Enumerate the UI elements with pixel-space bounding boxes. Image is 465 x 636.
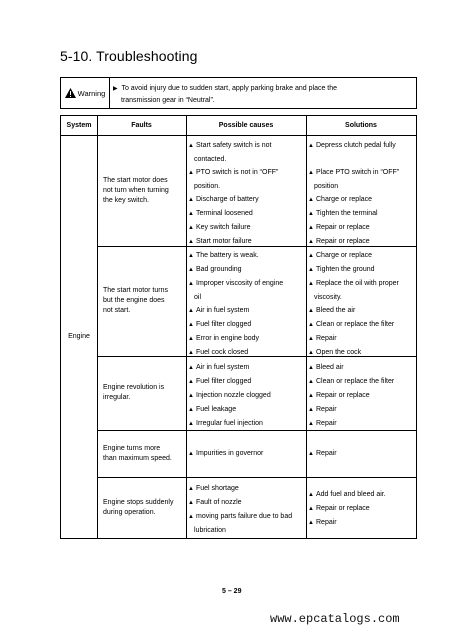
possible-cause-text: Discharge of battery [196, 195, 259, 203]
bullet-triangle-icon: ▲ [188, 364, 194, 371]
possible-cause-line [188, 291, 306, 304]
possible-cause-line [188, 524, 306, 537]
row-divider [97, 246, 416, 247]
possible-cause [188, 249, 306, 360]
page-title: 5-10. Troubleshooting [60, 48, 198, 64]
solution-text: Depress clutch pedal fully [316, 141, 396, 149]
page-number: 5 – 29 [222, 588, 242, 595]
possible-cause-text: Irregular fuel injection [196, 419, 263, 427]
bullet-triangle-icon: ▲ [188, 238, 194, 245]
solution-text: Clean or replace the filter [316, 377, 395, 385]
bullet-triangle-icon: ▲ [188, 392, 194, 399]
bullet-triangle-icon: ▲ [308, 224, 314, 231]
bullet-triangle-icon: ▲ [188, 142, 194, 149]
solution-line [308, 166, 415, 180]
solution-line [308, 488, 415, 502]
fault-description [103, 286, 183, 316]
solution-text: Add fuel and bleed air. [316, 491, 386, 498]
bullet-triangle-icon: ▲ [308, 253, 314, 259]
solution-line [308, 516, 415, 530]
possible-cause-line [188, 153, 306, 166]
possible-cause [188, 361, 306, 431]
fault-description [103, 444, 183, 464]
possible-cause-text: oil [194, 294, 202, 301]
possible-cause-text: Impurities in governor [196, 450, 264, 457]
possible-cause [188, 447, 306, 461]
possible-cause-line [188, 361, 306, 375]
warning-box [60, 77, 417, 109]
possible-cause-line [188, 403, 306, 417]
warning-triangle-icon [65, 88, 76, 98]
bullet-triangle-icon: ▲ [188, 513, 194, 520]
bullet-triangle-icon: ▲ [308, 142, 314, 149]
bullet-triangle-icon: ▲ [188, 336, 194, 342]
solution-line [308, 318, 415, 332]
possible-cause-text: moving parts failure due to bad [196, 512, 293, 520]
possible-cause-line [188, 318, 306, 332]
bullet-triangle-icon: ▲ [188, 378, 194, 385]
possible-cause-text: The battery is weak. [196, 252, 259, 259]
solution-text: Repair [316, 419, 337, 427]
warning-label-cell [61, 78, 110, 108]
fault-line: not turn when turning [103, 186, 169, 194]
fault-line: irregular. [103, 394, 131, 401]
bullet-triangle-icon: ▲ [308, 520, 314, 526]
solution-text: Repair or replace [316, 223, 370, 231]
solution-text: Repair or replace [316, 505, 370, 512]
solution-text: Charge or replace [316, 195, 373, 203]
row-divider [97, 477, 416, 478]
possible-cause-line [188, 207, 306, 221]
solution-text: Charge or replace [316, 252, 373, 259]
solution-text: Repair or replace [316, 237, 370, 245]
bullet-triangle-icon: ▲ [188, 485, 194, 492]
bullet-triangle-icon: ▲ [188, 224, 194, 231]
bullet-triangle-icon: ▲ [308, 281, 314, 287]
bullet-triangle-icon: ▲ [188, 267, 194, 273]
possible-cause-line [188, 249, 306, 263]
column-divider [97, 116, 98, 538]
solution-text: Clean or replace the filter [316, 321, 395, 328]
solution-text: Bleed air [316, 363, 344, 371]
bullet-triangle-icon: ▲ [308, 492, 314, 498]
possible-cause-line [188, 304, 306, 318]
solution-line [308, 263, 415, 277]
arrow-right-icon: ▶ [113, 86, 118, 92]
fault-line: the key switch. [103, 196, 149, 204]
bullet-triangle-icon: ▲ [188, 308, 194, 314]
possible-cause-text: Air in fuel system [196, 363, 250, 371]
possible-cause-text: Fuel cock closed [196, 349, 249, 356]
system-engine: Engine [68, 333, 90, 340]
fault-line: not start. [103, 307, 131, 314]
solution-text: Repair [316, 335, 337, 342]
row-divider [97, 356, 416, 357]
solution-line [308, 304, 415, 318]
bullet-triangle-icon: ▲ [308, 364, 314, 371]
bullet-triangle-icon: ▲ [308, 406, 314, 413]
bullet-triangle-icon: ▲ [308, 267, 314, 273]
solution-line [308, 291, 415, 304]
bullet-triangle-icon: ▲ [308, 169, 314, 176]
possible-cause-line [188, 139, 306, 153]
warning-line-2: transmission gear in “Neutral”. [121, 97, 215, 104]
possible-cause-text: Fuel filter clogged [196, 377, 252, 385]
solution-line [308, 277, 415, 291]
bullet-triangle-icon: ▲ [188, 406, 194, 413]
solution-text: Bleed the air [316, 307, 356, 314]
fault-line: Engine stops suddenly [103, 498, 174, 506]
fault-line: Engine revolution is [103, 384, 165, 391]
bullet-triangle-icon: ▲ [308, 350, 314, 356]
solution-text: Tighten the terminal [316, 209, 378, 217]
solution-line [308, 389, 415, 403]
solution-line [308, 139, 415, 153]
warning-line-1: To avoid injury due to sudden start, apply parking brake and place the [121, 85, 338, 92]
possible-cause-line [188, 447, 306, 461]
possible-cause-line [188, 375, 306, 389]
solution-text: Replace the oil with proper [316, 280, 399, 287]
solution-text: Repair [316, 450, 337, 457]
column-divider [306, 116, 307, 538]
bullet-triangle-icon: ▲ [308, 322, 314, 328]
solution-line [308, 193, 415, 207]
fault-line: Engine turns more [103, 444, 161, 452]
solution [308, 447, 415, 461]
solution [308, 249, 415, 360]
possible-cause-text: Fuel filter clogged [196, 321, 252, 328]
possible-cause-text: Improper viscosity of engine [196, 280, 284, 287]
warning-text [113, 83, 412, 106]
solution-line [308, 221, 415, 235]
fault-line: but the engine does [103, 297, 165, 304]
bullet-triangle-icon: ▲ [308, 196, 314, 203]
bullet-triangle-icon: ▲ [188, 253, 194, 259]
solution-line [308, 502, 415, 516]
bullet-triangle-icon: ▲ [308, 392, 314, 399]
solution-text: position [314, 182, 339, 190]
possible-cause-text: position. [194, 182, 221, 190]
solution-line [308, 207, 415, 221]
possible-cause-text: Error in engine body [196, 335, 260, 342]
bullet-triangle-icon: ▲ [188, 210, 194, 217]
bullet-triangle-icon: ▲ [188, 499, 194, 506]
possible-cause-line [188, 482, 306, 496]
fault-description [103, 498, 183, 518]
possible-cause-text: Bad grounding [196, 266, 242, 273]
fault-line: than maximum speed. [103, 454, 172, 462]
possible-cause [188, 139, 306, 249]
possible-cause-line [188, 193, 306, 207]
header-system: System [66, 122, 92, 129]
bullet-triangle-icon: ▲ [308, 378, 314, 385]
possible-cause-line [188, 417, 306, 431]
possible-cause-text: Key switch failure [196, 223, 251, 231]
header-solutions: Solutions [345, 122, 377, 129]
row-divider [97, 430, 416, 431]
solution-line [308, 346, 415, 360]
solution-text: Repair or replace [316, 391, 370, 399]
troubleshooting-table [60, 115, 417, 539]
bullet-triangle-icon: ▲ [308, 210, 314, 217]
bullet-triangle-icon: ▲ [308, 238, 314, 245]
possible-cause-line [188, 277, 306, 291]
possible-cause-line [188, 263, 306, 277]
bullet-triangle-icon: ▲ [188, 420, 194, 427]
possible-cause-text: Fault of nozzle [196, 498, 242, 506]
possible-cause-text: PTO switch is not in “OFF” [196, 168, 279, 176]
possible-cause-text: Air in fuel system [196, 307, 250, 314]
bullet-triangle-icon: ▲ [308, 451, 314, 457]
solution-text: Place PTO switch in “OFF” [316, 168, 400, 176]
possible-cause-line [188, 166, 306, 180]
solution-line [308, 332, 415, 346]
bullet-triangle-icon: ▲ [308, 336, 314, 342]
warning-label: Warning [77, 88, 106, 98]
solution-text: viscosity. [314, 294, 342, 301]
fault-description [103, 383, 183, 403]
solution-line [308, 447, 415, 461]
fault-line: The start motor turns [103, 287, 168, 294]
fault-description [103, 176, 183, 206]
header-faults: Faults [131, 122, 152, 129]
bullet-triangle-icon: ▲ [308, 308, 314, 314]
header-causes: Possible causes [218, 122, 274, 129]
possible-cause-line [188, 221, 306, 235]
possible-cause-text: contacted. [194, 155, 227, 163]
possible-cause-line [188, 389, 306, 403]
watermark: www.epcatalogs.com [270, 612, 400, 626]
possible-cause-line [188, 510, 306, 524]
bullet-triangle-icon: ▲ [188, 169, 194, 176]
solution-line [308, 180, 415, 193]
possible-cause-text: Fuel shortage [196, 484, 239, 492]
bullet-triangle-icon: ▲ [188, 350, 194, 356]
header-divider [61, 135, 416, 136]
solution-line [308, 417, 415, 431]
possible-cause-text: Terminal loosened [196, 209, 253, 217]
possible-cause-text: Fuel leakage [196, 405, 237, 413]
possible-cause-text: Start safety switch is not [196, 141, 272, 149]
solution-line [308, 375, 415, 389]
bullet-triangle-icon: ▲ [188, 322, 194, 328]
possible-cause-line [188, 332, 306, 346]
bullet-triangle-icon: ▲ [188, 281, 194, 287]
solution [308, 139, 415, 249]
possible-cause-text: Start motor failure [196, 237, 252, 245]
possible-cause-line [188, 346, 306, 360]
fault-line: during operation. [103, 508, 156, 516]
solution-line [308, 153, 415, 166]
bullet-triangle-icon: ▲ [188, 196, 194, 203]
possible-cause-line [188, 496, 306, 510]
solution-text: Tighten the ground [316, 266, 375, 273]
bullet-triangle-icon: ▲ [188, 451, 194, 457]
column-divider [186, 116, 187, 538]
fault-line: The start motor does [103, 176, 168, 184]
bullet-triangle-icon: ▲ [308, 506, 314, 512]
solution [308, 488, 415, 530]
possible-cause-text: Injection nozzle clogged [196, 391, 271, 399]
possible-cause [188, 482, 306, 537]
solution [308, 361, 415, 431]
solution-text: Open the cock [316, 349, 362, 356]
possible-cause-line [188, 180, 306, 193]
solution-line [308, 249, 415, 263]
solution-line [308, 403, 415, 417]
solution-line [308, 361, 415, 375]
solution-text: Repair [316, 405, 337, 413]
bullet-triangle-icon: ▲ [308, 420, 314, 427]
possible-cause-text: lubrication [194, 526, 226, 534]
solution-text: Repair [316, 519, 337, 526]
